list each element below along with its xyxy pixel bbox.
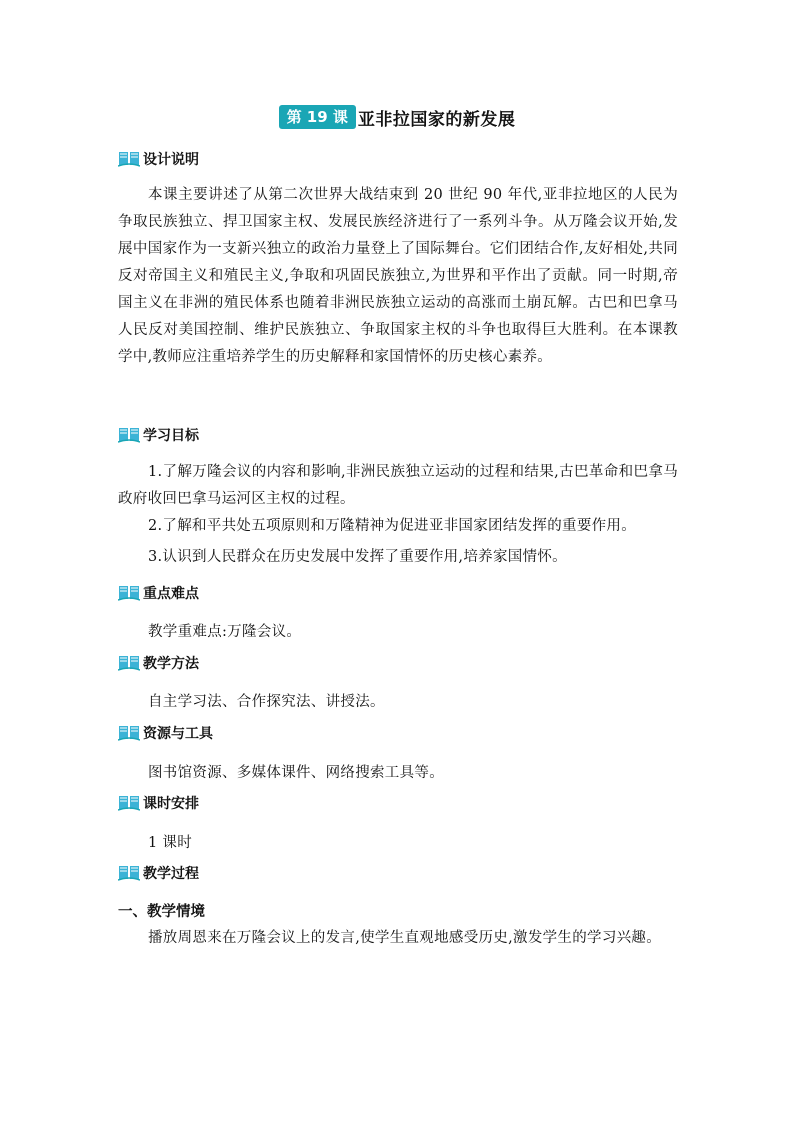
section-heading-label: 教学方法 xyxy=(143,656,199,672)
section-heading-label: 重点难点 xyxy=(143,586,199,602)
book-icon xyxy=(118,723,140,743)
book-icon xyxy=(118,583,140,603)
process-paragraph: 播放周恩来在万隆会议上的发言,使学生直观地感受历史,激发学生的学习兴趣。 xyxy=(148,930,662,946)
section-heading-design xyxy=(118,148,199,170)
section-heading-label: 学习目标 xyxy=(143,428,199,444)
goal-item-2: 2.了解和平共处五项原则和万隆精神为促进亚非国家团结发挥的重要作用。 xyxy=(148,518,637,534)
goal-item-3: 3.认识到人民群众在历史发展中发挥了重要作用,培养家国情怀。 xyxy=(148,549,567,565)
section-heading-keypoints xyxy=(118,582,199,604)
keypoints-text: 教学重难点:万隆会议。 xyxy=(148,624,302,640)
book-icon xyxy=(118,793,140,813)
section-heading-label: 课时安排 xyxy=(143,796,199,812)
goal-item-1: 1.了解万隆会议的内容和影响,非洲民族独立运动的过程和结果,古巴革命和巴拿马政府收回巴拿马运河区主权的过程。 xyxy=(118,464,678,507)
section-heading-resources xyxy=(118,722,213,744)
lesson-badge: 第 19 课 xyxy=(279,105,356,129)
book-icon xyxy=(118,425,140,445)
section-heading-process xyxy=(118,862,199,884)
lesson-title: 亚非拉国家的新发展 xyxy=(357,109,516,130)
section-heading-label: 设计说明 xyxy=(143,152,199,168)
book-icon xyxy=(118,653,140,673)
design-paragraph: 本课主要讲述了从第二次世界大战结束到 20 世纪 90 年代,亚非拉地区的人民为争取民族独立、捍卫国家主权、发展民族经济进行了一系列斗争。从万隆会议开始,发展中国家作为一支新兴独立的政治力量登上了国际舞台。它们团结合作,友好相处,共同反对帝国主义和殖民主义,争取和巩固民族独立,为世界和平作出了贡献。同一时期,帝国主义在非洲的殖民体系也随着非洲民族独立运动的高涨而土崩瓦解。古巴和巴拿马人民反对美国控制、维护民族独立、争取国家主权的斗争也取得巨大胜利。在本课教学中,教师应注重培养学生的历史解释和家国情怀的历史核心素养。 xyxy=(118,187,678,365)
process-subheading: 一、教学情境 xyxy=(118,904,205,920)
section-heading-methods xyxy=(118,652,199,674)
resources-text: 图书馆资源、多媒体课件、网络搜索工具等。 xyxy=(148,765,444,781)
book-icon xyxy=(118,863,140,883)
section-heading-schedule xyxy=(118,792,199,814)
schedule-text: 1 课时 xyxy=(148,835,193,851)
section-heading-label: 教学过程 xyxy=(143,866,199,882)
section-heading-goals xyxy=(118,424,199,446)
section-heading-label: 资源与工具 xyxy=(143,726,213,742)
lesson-title-row xyxy=(0,104,794,130)
book-icon xyxy=(118,149,140,169)
methods-text: 自主学习法、合作探究法、讲授法。 xyxy=(148,694,385,710)
